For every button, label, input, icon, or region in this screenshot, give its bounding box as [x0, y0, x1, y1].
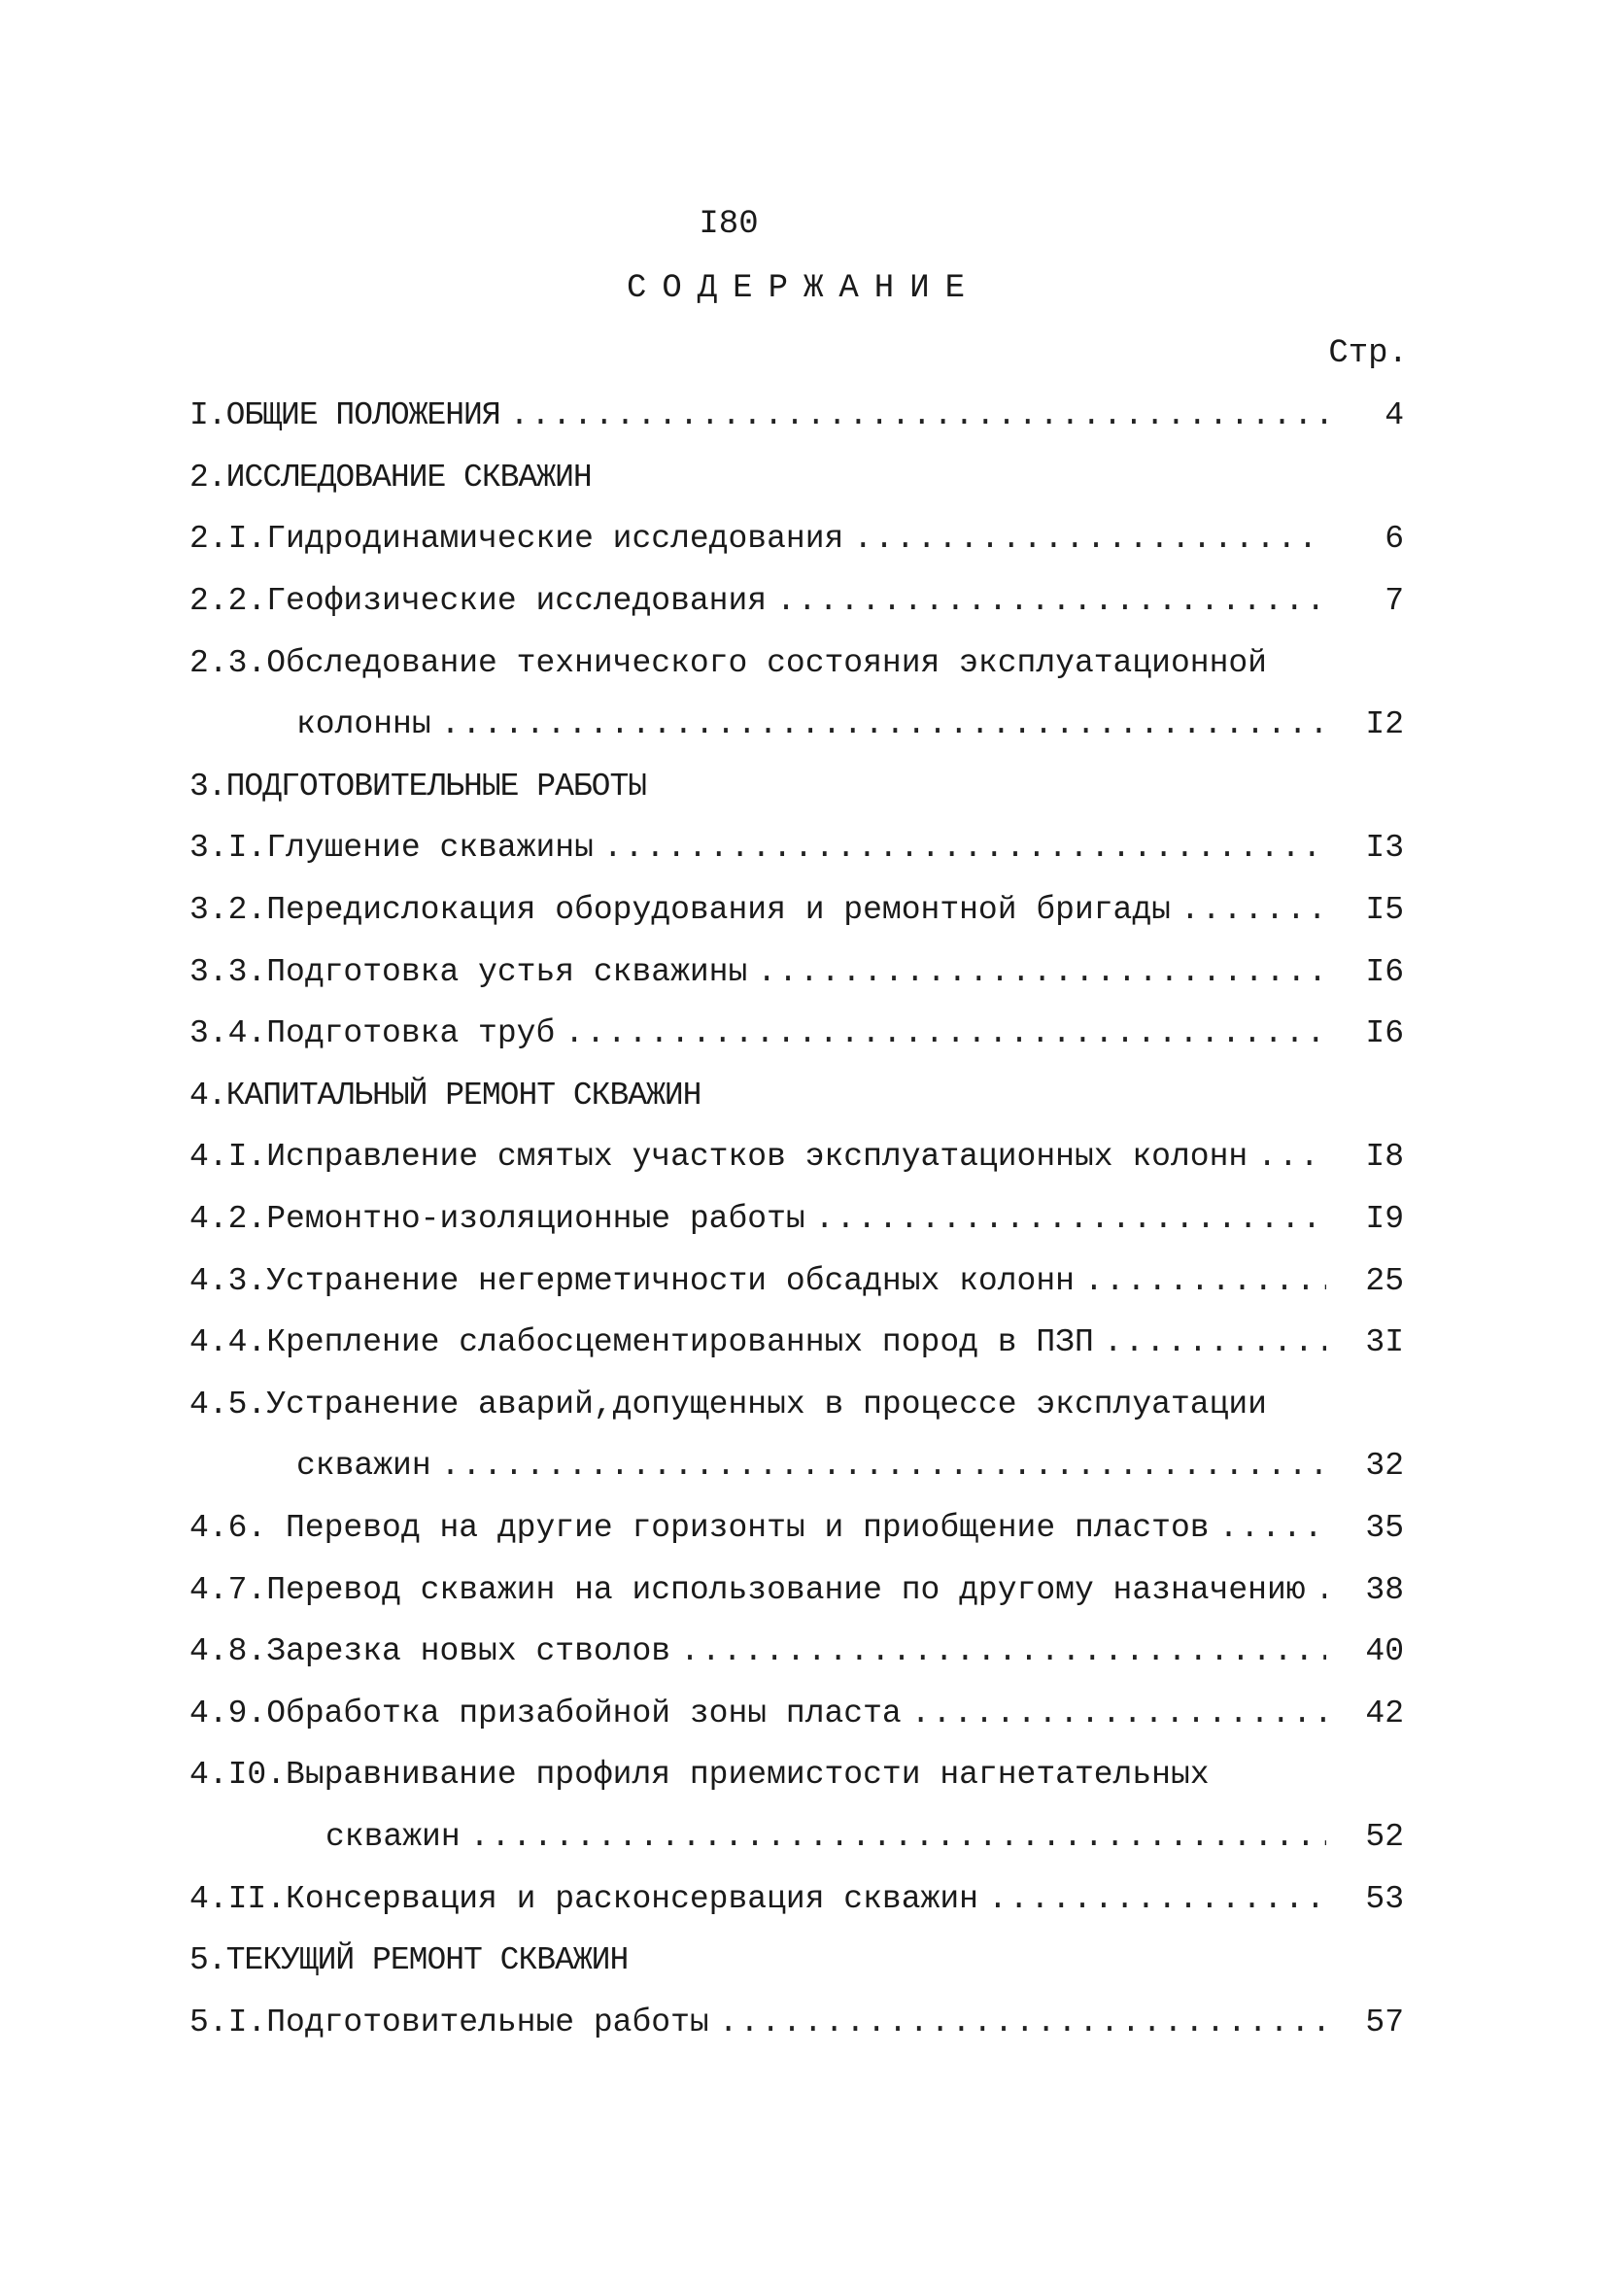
toc-entry — [189, 756, 1404, 818]
toc-entry-title: 3.I.Глушение скважины — [189, 830, 594, 867]
toc-entry-title: скважин — [325, 1818, 461, 1855]
toc-entry — [189, 1559, 1404, 1621]
dot-leader — [470, 1819, 1326, 1855]
dot-leader — [564, 1015, 1326, 1051]
dot-leader — [776, 583, 1326, 619]
toc-entry-title: 5.I.Подготовительные работы — [189, 2004, 709, 2040]
toc-entry — [189, 1621, 1404, 1683]
dot-leader — [1219, 1510, 1326, 1546]
toc-entry-title: 3.ПОДГОТОВИТЕЛЬНЫЕ РАБОТЫ — [189, 768, 647, 805]
toc-entry — [189, 1744, 1404, 1806]
toc-entry — [189, 508, 1404, 570]
dot-leader — [1104, 1324, 1326, 1360]
toc-entry — [189, 1806, 1404, 1868]
toc-entry — [189, 1868, 1404, 1930]
toc-entry — [189, 385, 1404, 447]
toc-entry — [189, 1250, 1404, 1312]
toc-entry — [189, 1682, 1404, 1744]
toc-entry-page: I3 — [1365, 830, 1404, 867]
toc-entry-page: I6 — [1365, 1015, 1404, 1052]
dot-leader — [911, 1696, 1326, 1731]
toc-entry-title: 4.I0.Выравнивание профиля приемистости нагнетательных — [189, 1757, 1210, 1794]
toc-entry — [189, 1497, 1404, 1559]
toc-entry — [189, 1991, 1404, 2053]
toc-entry — [189, 817, 1404, 879]
toc-entry-page: 3I — [1365, 1324, 1404, 1361]
toc-entry — [189, 447, 1404, 509]
dot-leader — [1180, 892, 1326, 928]
toc-entry-page: I9 — [1365, 1201, 1404, 1238]
toc-entry-page: 52 — [1365, 1818, 1404, 1855]
toc-entry-page: 53 — [1365, 1880, 1404, 1917]
dot-leader — [853, 521, 1326, 557]
dot-leader — [1084, 1263, 1326, 1299]
toc-entry-title: 5.ТЕКУЩИЙ РЕМОНТ СКВАЖИН — [189, 1942, 629, 1979]
toc-entry — [189, 1930, 1404, 1992]
toc-entry-page: I5 — [1365, 892, 1404, 929]
toc-entry-page: 38 — [1365, 1571, 1404, 1608]
dot-leader — [1257, 1139, 1326, 1175]
toc-entry-page: 4 — [1385, 397, 1404, 434]
dot-leader — [815, 1201, 1326, 1237]
toc-entry-title: 2.2.Геофизические исследования — [189, 583, 768, 620]
dot-leader — [988, 1881, 1326, 1917]
toc-entry — [189, 1312, 1404, 1374]
toc-entry-page: 7 — [1385, 583, 1404, 620]
toc-entry-title: 4.9.Обработка призабойной зоны пласта — [189, 1695, 902, 1731]
toc-entry — [189, 941, 1404, 1003]
page-column-label: Стр. — [1328, 335, 1408, 372]
toc-entry-title: 4.8.Зарезка новых стволов — [189, 1633, 671, 1670]
toc-entry-title: 4.2.Ремонтно-изоляционные работы — [189, 1201, 805, 1238]
toc-entry — [189, 570, 1404, 633]
toc-entry — [189, 1126, 1404, 1188]
toc-entry-page: 25 — [1365, 1262, 1404, 1299]
toc-entry — [189, 1065, 1404, 1127]
toc-entry-title: 4.I.Исправление смятых участков эксплуатационных колонн — [189, 1139, 1248, 1176]
dot-leader — [719, 2005, 1326, 2040]
toc-entry-page: I6 — [1365, 953, 1404, 990]
toc-entry-title: 4.5.Устранение аварий,допущенных в процессе эксплуатации — [189, 1386, 1267, 1422]
toc-entry-title: 4.4.Крепление слабосцементированных пород в ПЗП — [189, 1324, 1094, 1361]
toc-entry-title: 4.7.Перевод скважин на использование по другому назначению — [189, 1571, 1306, 1608]
dot-leader — [757, 954, 1326, 990]
toc-entry-title: 3.2.Передислокация оборудования и ремонтной бригады — [189, 892, 1171, 929]
toc-entry — [189, 1188, 1404, 1251]
toc-entry-title: 3.3.Подготовка устья скважины — [189, 953, 748, 990]
toc-entry — [189, 632, 1404, 694]
toc-entry-title: колонны — [296, 706, 431, 743]
toc-entry-page: 32 — [1365, 1448, 1404, 1485]
toc-entry — [189, 879, 1404, 942]
toc-entry-page: 57 — [1365, 2004, 1404, 2040]
toc-entry-title: 4.6. Перевод на другие горизонты и приобщение пластов — [189, 1509, 1210, 1546]
toc-entry-title: 2.ИССЛЕДОВАНИЕ СКВАЖИН — [189, 459, 592, 496]
toc-entry-title: 4.3.Устранение негерметичности обсадных колонн — [189, 1262, 1075, 1299]
toc-entry — [189, 694, 1404, 756]
dot-leader — [510, 397, 1326, 433]
toc-entry-title: 2.3.Обследование технического состояния эксплуатационной — [189, 644, 1267, 681]
toc-entry-title: 4.II.Консервация и расконсервация скважин — [189, 1880, 978, 1917]
dot-leader — [603, 830, 1326, 866]
toc-entry-title: 3.4.Подготовка труб — [189, 1015, 556, 1052]
dot-leader — [680, 1633, 1326, 1669]
toc-entry — [189, 1435, 1404, 1497]
toc-entry-title: I.ОБЩИЕ ПОЛОЖЕНИЯ — [189, 397, 500, 434]
toc-entry-title: 4.КАПИТАЛЬНЫЙ РЕМОНТ СКВАЖИН — [189, 1077, 701, 1114]
dot-leader — [1316, 1572, 1326, 1608]
toc-entry — [189, 1003, 1404, 1065]
toc-entry-page: 40 — [1365, 1633, 1404, 1670]
toc-entry-page: I2 — [1365, 706, 1404, 743]
toc-entry — [189, 1374, 1404, 1436]
toc-entry-title: 2.I.Гидродинамические исследования — [189, 521, 844, 558]
toc-entry-page: 42 — [1365, 1695, 1404, 1731]
toc-entry-page: 35 — [1365, 1509, 1404, 1546]
dot-leader — [441, 1448, 1326, 1484]
toc-entry-page: 6 — [1385, 521, 1404, 558]
page-number: I80 — [699, 206, 759, 243]
table-of-contents — [189, 385, 1404, 2053]
toc-entry-title: скважин — [296, 1448, 431, 1485]
document-title: СОДЕРЖАНИЕ — [626, 270, 981, 307]
toc-entry-page: I8 — [1365, 1139, 1404, 1176]
dot-leader — [441, 706, 1326, 742]
